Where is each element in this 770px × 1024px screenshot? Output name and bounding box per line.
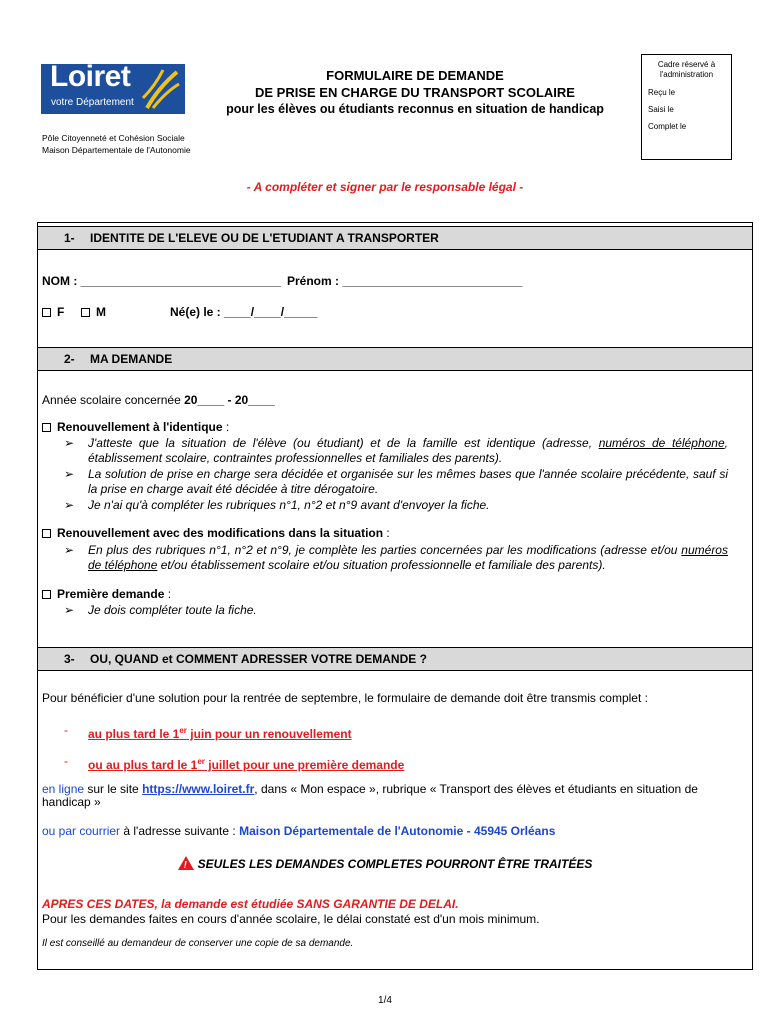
title-line-2: DE PRISE EN CHARGE DU TRANSPORT SCOLAIRE bbox=[255, 85, 575, 100]
gender-options bbox=[42, 305, 106, 320]
label-f: F bbox=[57, 305, 65, 319]
option-premiere-demande[interactable]: Première demande : bbox=[42, 587, 171, 602]
nom-field[interactable]: NOM : ______________________________ bbox=[42, 274, 281, 288]
online-submission-cont: handicap » bbox=[42, 795, 101, 809]
prenom-field[interactable]: Prénom : ___________________________ bbox=[287, 274, 523, 288]
copy-advice: Il est conseillé au demandeur de conserver une copie de sa demande. bbox=[42, 938, 354, 949]
section-1-number: 1- bbox=[64, 231, 75, 245]
section-2-title: MA DEMANDE bbox=[90, 352, 173, 366]
school-year-field[interactable] bbox=[42, 393, 275, 408]
option-2-bullet-1: En plus des rubriques n°1, n°2 et n°9, je complète les parties concernées par les modifications (adresse et/ou numéros de téléphone et/ou établissement scolaire et/ou situation professionnelle et familiale des parents). bbox=[88, 543, 728, 572]
checkbox-renouvellement-identique[interactable] bbox=[42, 423, 51, 432]
logo-subtitle: votre Département bbox=[51, 97, 134, 108]
arrow-icon: ➢ bbox=[64, 603, 75, 617]
page-number: 1/4 bbox=[378, 995, 392, 1006]
org-line-2: Maison Départementale de l'Autonomie bbox=[42, 145, 191, 155]
dash: - bbox=[64, 754, 68, 768]
online-submission: en ligne sur le site https://www.loiret.fr, dans « Mon espace », rubrique « Transport des élèves et étudiants en situation de bbox=[42, 782, 698, 796]
admin-saisi: Saisi le bbox=[648, 105, 674, 114]
title-line-1: FORMULAIRE DE DEMANDE bbox=[326, 68, 504, 83]
checkbox-f[interactable] bbox=[42, 308, 51, 317]
logo-word: Loiret bbox=[50, 60, 131, 93]
deadline-renouvellement: au plus tard le 1er juin pour un renouvellement bbox=[88, 726, 352, 741]
school-year-label: Année scolaire concernée bbox=[42, 393, 181, 407]
section-1-title: IDENTITE DE L'ELEVE OU DE L'ETUDIANT A TRANSPORTER bbox=[90, 231, 439, 245]
phone-link: numéros de téléphone bbox=[88, 543, 728, 572]
warning-icon: ! bbox=[178, 856, 194, 870]
apres-dates-notice: APRES CES DATES, la demande est étudiée SANS GARANTIE DE DELAI. bbox=[42, 897, 459, 911]
admin-heading: Cadre réservé à l'administration bbox=[657, 60, 716, 79]
section-3-intro: Pour bénéficier d'une solution pour la rentrée de septembre, le formulaire de demande doit être transmis complet : bbox=[42, 691, 648, 705]
form-subtitle: - A compléter et signer par le responsable légal - bbox=[246, 180, 524, 194]
option-renouvellement-identique[interactable]: Renouvellement à l'identique : bbox=[42, 420, 229, 435]
admin-box bbox=[641, 54, 732, 160]
arrow-icon: ➢ bbox=[64, 467, 75, 481]
section-2-number: 2- bbox=[64, 352, 75, 366]
arrow-icon: ➢ bbox=[64, 543, 75, 557]
loiret-logo bbox=[41, 60, 185, 114]
option-3-bullet-1: Je dois compléter toute la fiche. bbox=[88, 603, 257, 617]
option-3-title: Première demande bbox=[57, 587, 165, 601]
online-label: en ligne bbox=[42, 782, 85, 796]
loiret-website-link[interactable]: https://www.loiret.fr bbox=[142, 782, 255, 796]
school-year-value: 20____ - 20____ bbox=[184, 393, 275, 407]
checkbox-premiere-demande[interactable] bbox=[42, 590, 51, 599]
checkbox-renouvellement-modifications[interactable] bbox=[42, 529, 51, 538]
warning-text: SEULES LES DEMANDES COMPLETES POURRONT ÊTRE TRAITÉES bbox=[197, 857, 593, 871]
mail-submission: ou par courrier à l'adresse suivante : Maison Départementale de l'Autonomie - 45945 Orléans bbox=[42, 824, 556, 838]
admin-recu: Reçu le bbox=[648, 88, 676, 97]
mail-address: Maison Départementale de l'Autonomie - 45945 Orléans bbox=[239, 824, 556, 838]
option-1-bullet-1: J'atteste que la situation de l'élève (ou étudiant) et de la famille est identique (adresse, numéros de téléphone, établissement scolaire, contraintes professionnelles et familiales des parents). bbox=[88, 436, 729, 465]
deadline-premiere-demande: ou au plus tard le 1er juillet pour une première demande bbox=[88, 757, 405, 772]
delai-notice: Pour les demandes faites en cours d'année scolaire, le délai constaté est d'un mois minimum. bbox=[42, 912, 540, 926]
arrow-icon: ➢ bbox=[64, 436, 75, 450]
courrier-label: ou par courrier bbox=[42, 824, 121, 838]
section-1-header bbox=[38, 226, 752, 250]
checkbox-m[interactable] bbox=[81, 308, 90, 317]
section-2-header bbox=[38, 347, 752, 371]
wheat-icon bbox=[141, 68, 181, 110]
section-3-title: OU, QUAND et COMMENT ADRESSER VOTRE DEMANDE ? bbox=[90, 652, 427, 666]
label-m: M bbox=[96, 305, 107, 319]
title-line-3: pour les élèves ou étudiants reconnus en situation de handicap bbox=[226, 102, 604, 116]
dash: - bbox=[64, 723, 68, 737]
section-3-number: 3- bbox=[64, 652, 75, 666]
option-renouvellement-modifications[interactable]: Renouvellement avec des modifications dans la situation : bbox=[42, 526, 390, 541]
birthdate-field[interactable]: Né(e) le : ____/____/_____ bbox=[170, 305, 318, 319]
option-1-bullet-3: Je n'ai qu'à compléter les rubriques n°1, n°2 et n°9 avant d'envoyer la fiche. bbox=[88, 498, 490, 512]
warning-line bbox=[0, 856, 770, 872]
arrow-icon: ➢ bbox=[64, 498, 75, 512]
organization-name bbox=[42, 132, 191, 156]
phone-link: numéros de téléphone bbox=[598, 436, 725, 450]
option-2-title: Renouvellement avec des modifications dans la situation bbox=[57, 526, 384, 540]
option-1-bullet-2: La solution de prise en charge sera décidée et organisée sur les mêmes bases que l'année scolaire précédente, sauf si la prise en charge avait été décidée à titre dérogatoire. bbox=[88, 467, 728, 496]
admin-complet: Complet le bbox=[648, 122, 687, 131]
org-line-1: Pôle Citoyenneté et Cohésion Sociale bbox=[42, 133, 185, 143]
option-1-title: Renouvellement à l'identique bbox=[57, 420, 223, 434]
form-title bbox=[195, 67, 635, 118]
section-3-header bbox=[38, 647, 752, 671]
